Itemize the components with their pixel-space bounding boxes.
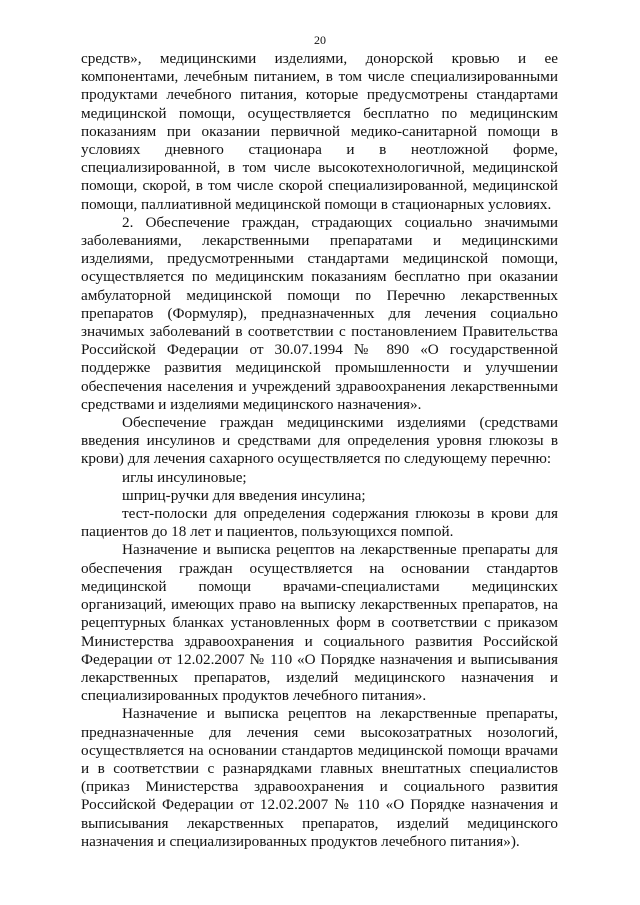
list-item-pens: шприц-ручки для введения инсулина; — [122, 486, 366, 504]
list-item-test-strips: тест-полоски для определения содержания глюкозы в крови для пациентов до 18 лет и пациентов, пользующихся помпой. — [81, 505, 558, 541]
paragraph-medical-devices: Обеспечение граждан медицинскими изделиями (средствами введения инсулинов и средствами для определения уровня глюкозы в крови) для лечения сахарного осуществляется по следующему перечню: — [81, 414, 558, 468]
paragraph-high-cost-nosologies: Назначение и выписка рецептов на лекарственные препараты, предназначенные для лечения семи высокозатратных нозологий, осуществляется на основании стандартов медицинской помощи врачами и в соответствии с разнарядками главных внештатных специалистов (приказ Министерства здравоохранения и социального развития Российской Федерации от 12.02.2007 № 110 «О Порядке назначения и выписывания лекарственных препаратов, изделий медицинского назначения и специализированных продуктов лечебного питания»). — [81, 705, 558, 850]
list-item-needles: иглы инсулиновые; — [122, 468, 247, 486]
paragraph-prescriptions: Назначение и выписка рецептов на лекарственные препараты для обеспечения граждан осуществляется на основании стандартов медицинской помощи врачами-специалистами медицинских организаций, имеющих право на выписку лекарственных препаратов, на рецептурных бланках установленных форм в соответствии с приказом Министерства здравоохранения и социального развития Российской Федерации от 12.02.2007 № 110 «О Порядке назначения и выписывания лекарственных препаратов, изделий медицинского назначения и специализированных продуктов лечебного питания». — [81, 541, 558, 705]
page-number: 20 — [314, 33, 326, 47]
paragraph-item-2: 2. Обеспечение граждан, страдающих социально значимыми заболеваниями, лекарственными препаратами и медицинскими изделиями, предусмотренными стандартами медицинской помощи, осуществляется по медицинским показаниям бесплатно при оказании амбулаторной медицинской помощи по Перечню лекарственных препаратов (Формуляр), предназначенных для лечения социально значимых заболеваний в соответствии с постановлением Правительства Российской Федерации от 30.07.1994 № 890 «О государственной поддержке развития медицинской промышленности и улучшении обеспечения населения и учреждений здравоохранения лекарственными средствами и изделиями медицинского назначения». — [81, 213, 558, 413]
document-body — [81, 50, 558, 851]
paragraph-continuation: средств», медицинскими изделиями, донорской кровью и ее компонентами, лечебным питанием, в том числе специализированными продуктами лечебного питания, которые предусмотрены стандартами медицинской помощи, осуществляется бесплатно по медицинским показаниям при оказании первичной медико-санитарной помощи в условиях дневного стационара и в неотложной форме, специализированной, в том числе высокотехнологичной, медицинской помощи, скорой, в том числе скорой специализированной, медицинской помощи, паллиативной медицинской помощи в стационарных условиях. — [81, 50, 558, 213]
